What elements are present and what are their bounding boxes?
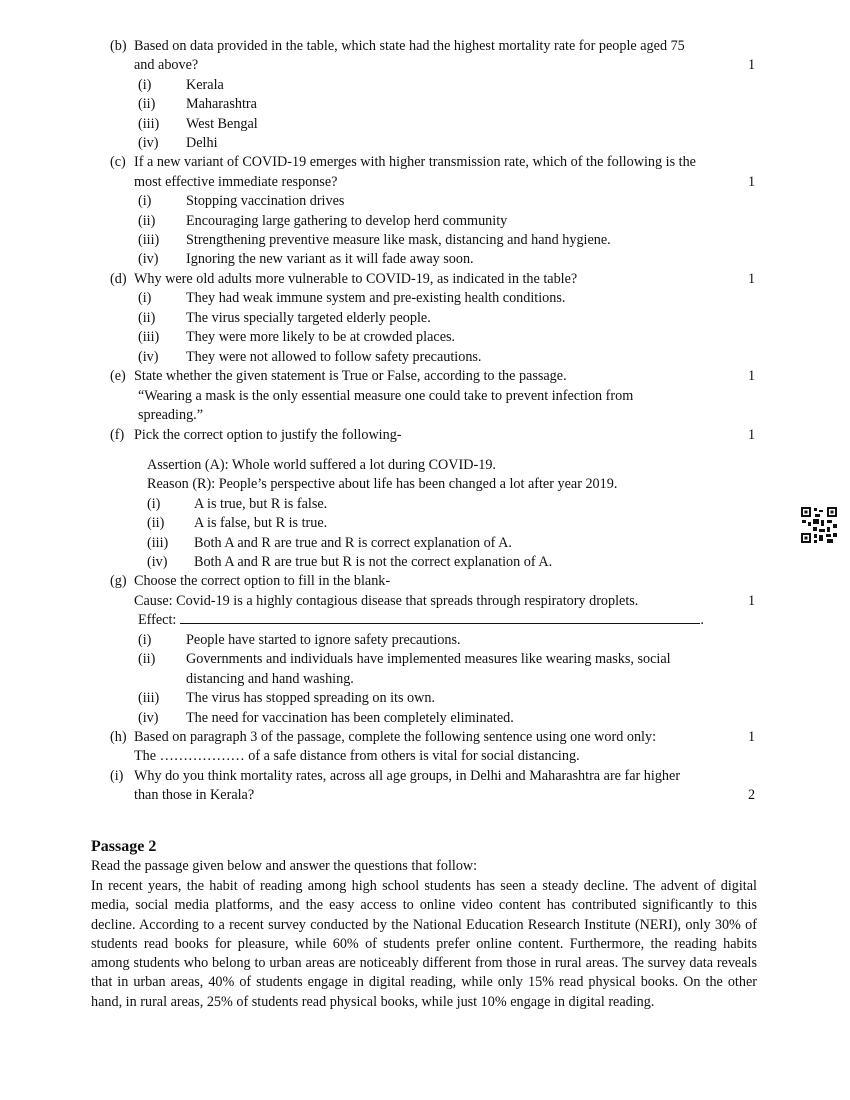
option-number: (iv) <box>138 349 159 365</box>
marks: 1 <box>748 593 756 609</box>
option-number: (iii) <box>147 535 169 551</box>
option-number: (iii) <box>138 329 160 345</box>
option-number: (iv) <box>138 135 159 151</box>
marks: 1 <box>748 729 756 745</box>
option-number: (i) <box>138 290 152 306</box>
qr-code-icon <box>800 506 838 544</box>
question-text: than those in Kerala? <box>134 787 255 803</box>
passage-instruction: Read the passage given below and answer the questions that follow: <box>91 858 478 874</box>
option-text: They had weak immune system and pre-existing health conditions. <box>186 290 566 306</box>
question-text: State whether the given statement is True or False, according to the passage. <box>134 368 567 384</box>
question-label: (h) <box>110 729 127 745</box>
option-text: People have started to ignore safety precautions. <box>186 632 461 648</box>
marks: 1 <box>748 271 756 287</box>
option-number: (iii) <box>138 232 160 248</box>
marks: 1 <box>748 174 756 190</box>
cause-text: Cause: Covid-19 is a highly contagious disease that spreads through respiratory droplets. <box>134 593 639 609</box>
question-text: Why do you think mortality rates, across all age groups, in Delhi and Maharashtra are far higher <box>134 768 681 784</box>
effect-end: . <box>700 612 704 628</box>
option-text: distancing and hand washing. <box>186 671 354 687</box>
question-label: (e) <box>110 368 126 384</box>
option-text: The virus specially targeted elderly people. <box>186 310 431 326</box>
question-text: and above? <box>134 57 199 73</box>
option-number: (iv) <box>147 554 168 570</box>
option-text: Both A and R are true but R is not the correct explanation of A. <box>194 554 553 570</box>
marks: 2 <box>748 787 756 803</box>
question-text: Based on data provided in the table, which state had the highest mortality rate for people aged 75 <box>134 38 685 54</box>
option-number: (i) <box>138 632 152 648</box>
option-number: (i) <box>138 193 152 209</box>
question-text: Why were old adults more vulnerable to COVID-19, as indicated in the table? <box>134 271 578 287</box>
option-number: (i) <box>138 77 152 93</box>
statement-text: spreading.” <box>138 407 204 423</box>
option-number: (ii) <box>147 515 165 531</box>
option-text: Maharashtra <box>186 96 257 112</box>
effect-line <box>138 612 704 629</box>
question-text: most effective immediate response? <box>134 174 338 190</box>
option-text: Stopping vaccination drives <box>186 193 345 209</box>
question-text: Choose the correct option to fill in the blank- <box>134 573 391 589</box>
option-number: (ii) <box>138 651 156 667</box>
marks: 1 <box>748 57 756 73</box>
option-text: Encouraging large gathering to develop herd community <box>186 213 508 229</box>
option-text: A is true, but R is false. <box>194 496 328 512</box>
option-text: The virus has stopped spreading on its own. <box>186 690 436 706</box>
option-number: (iii) <box>138 116 160 132</box>
option-number: (ii) <box>138 213 156 229</box>
option-number: (ii) <box>138 96 156 112</box>
marks: 1 <box>748 427 756 443</box>
option-text: Strengthening preventive measure like mask, distancing and hand hygiene. <box>186 232 611 248</box>
reason-text: Reason (R): People’s perspective about life has been changed a lot after year 2019. <box>147 476 618 492</box>
question-label: (g) <box>110 573 127 589</box>
option-text: Ignoring the new variant as it will fade away soon. <box>186 251 474 267</box>
question-label: (d) <box>110 271 127 287</box>
option-number: (ii) <box>138 310 156 326</box>
option-text: The need for vaccination has been completely eliminated. <box>186 710 514 726</box>
question-text: If a new variant of COVID-19 emerges with higher transmission rate, which of the following is the <box>134 154 696 170</box>
option-text: Both A and R are true and R is correct explanation of A. <box>194 535 512 551</box>
option-text: Governments and individuals have implemented measures like wearing masks, social <box>186 651 671 667</box>
question-label: (b) <box>110 38 127 54</box>
question-label: (i) <box>110 768 124 784</box>
option-text: A is false, but R is true. <box>194 515 328 531</box>
sentence-completion: The ……………… of a safe distance from others is vital for social distancing. <box>134 748 580 764</box>
option-text: Delhi <box>186 135 218 151</box>
option-number: (i) <box>147 496 161 512</box>
question-label: (f) <box>110 427 125 443</box>
marks: 1 <box>748 368 756 384</box>
effect-label: Effect: <box>138 612 177 628</box>
option-text: Kerala <box>186 77 224 93</box>
question-text: Pick the correct option to justify the following- <box>134 427 402 443</box>
passage-text: In recent years, the habit of reading among high school students has seen a steady decline. The advent of digital media, social media platforms, and the easy access to online video content has contributed significantly to this decline. According to a recent survey conducted by the National Education Research Institute (NERI), only 30% of students read books for pleasure, while 60% of students prefer online content. Furthermore, the reading habits among students who belong to urban areas are noticeably different from those in rural areas. The survey data reveals that in urban areas, 40% of students engage in digital reading, while only 15% read physical books. On the other hand, in rural areas, 25% of students read physical books, while just 10% engage in digital reading. <box>91 878 757 1010</box>
statement-text: “Wearing a mask is the only essential measure one could take to prevent infection from <box>138 388 634 404</box>
option-text: They were not allowed to follow safety precautions. <box>186 349 482 365</box>
question-text: Based on paragraph 3 of the passage, complete the following sentence using one word only: <box>134 729 657 745</box>
assertion-text: Assertion (A): Whole world suffered a lot during COVID-19. <box>147 457 496 473</box>
option-text: West Bengal <box>186 116 258 132</box>
question-label: (c) <box>110 154 126 170</box>
option-number: (iii) <box>138 690 160 706</box>
option-text: They were more likely to be at crowded places. <box>186 329 456 345</box>
passage-title: Passage 2 <box>91 838 157 855</box>
fill-in-blank <box>180 612 700 624</box>
option-number: (iv) <box>138 251 159 267</box>
option-number: (iv) <box>138 710 159 726</box>
